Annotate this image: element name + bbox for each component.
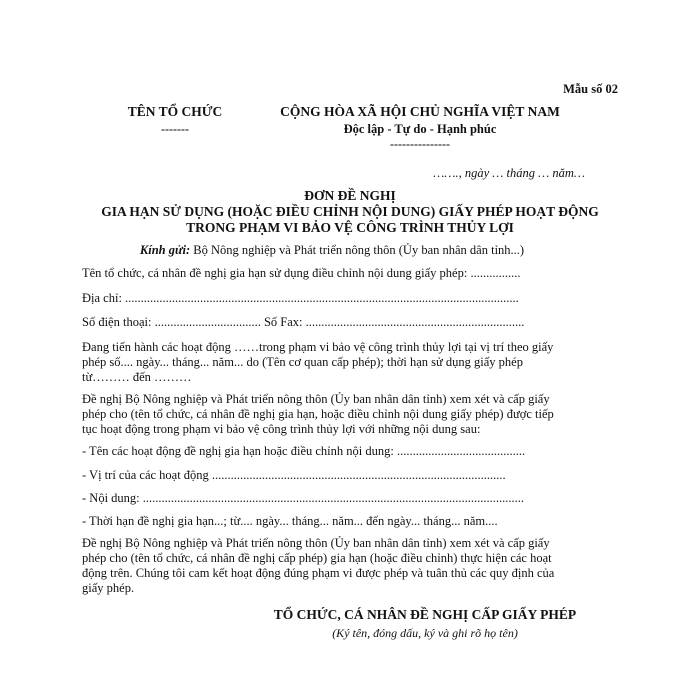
activity-location-field: - Vị trí của các hoạt động .............................................................................................. (82, 468, 506, 482)
paragraph-line: phép cho (tên tổ chức, cá nhân đề nghị cấp phép) gia hạn (hoặc điều chỉnh) thực hiện các hoạt (82, 551, 552, 565)
signature-note: (Ký tên, đóng dấu, ký và ghi rõ họ tên) (332, 626, 518, 640)
paragraph-line: Đang tiến hành các hoạt động ……trong phạm vi bảo vệ công trình thủy lợi tại vị trí theo giấy (82, 340, 554, 354)
signature-title: TỔ CHỨC, CÁ NHÂN ĐỀ NGHỊ CẤP GIẤY PHÉP (273, 607, 577, 622)
organization-divider: ------- (161, 122, 189, 136)
paragraph-line: Đề nghị Bộ Nông nghiệp và Phát triển nông thôn (Ủy ban nhân dân tỉnh) xem xét và cấp giấy (82, 536, 550, 550)
phone-fax-field: Số điện thoại: .................................. Số Fax: ...................................................................... (82, 315, 525, 329)
document-title: ĐƠN ĐỀ NGHỊ (304, 188, 396, 203)
motto-divider: --------------- (390, 137, 450, 151)
paragraph-line: từ……… đến ……… (82, 370, 192, 384)
recipient-text: Bộ Nông nghiệp và Phát triển nông thôn (Ủy ban nhân dân tỉnh...) (190, 243, 525, 257)
national-motto: Độc lập - Tự do - Hạnh phúc (343, 122, 497, 136)
paragraph-line: Đề nghị Bộ Nông nghiệp và Phát triển nông thôn (Ủy ban nhân dân tỉnh) xem xét và cấp giấy (82, 392, 550, 406)
document-subtitle-line1: GIA HẠN SỬ DỤNG (HOẶC ĐIỀU CHỈNH NỘI DUNG) GIẤY PHÉP HOẠT ĐỘNG (101, 204, 599, 219)
document-subtitle-line2: TRONG PHẠM VI BẢO VỆ CÔNG TRÌNH THỦY LỢI (186, 220, 514, 235)
recipient-label: Kính gửi: (139, 243, 191, 257)
activity-content-field: - Nội dung: .......................................................................................................................... (82, 491, 525, 505)
paragraph-line: tục hoạt động trong phạm vi bảo vệ công trình thủy lợi với những nội dung sau: (82, 422, 481, 436)
organization-name: TÊN TỔ CHỨC (127, 104, 223, 119)
paragraph-line: phép số.... ngày... tháng... năm... do (Tên cơ quan cấp phép); thời hạn sử dụng giấy phép (82, 355, 523, 369)
address-field: Địa chỉ: .............................................................................................................................. (82, 291, 519, 305)
paragraph-line: phép cho (tên tổ chức, cá nhân đề nghị gia hạn, hoặc điều chỉnh nội dung giấy phép) được tiếp (82, 407, 554, 421)
date-line: ……., ngày … tháng … năm… (433, 166, 585, 180)
form-code: Mẫu số 02 (563, 82, 618, 96)
paragraph-line: động trên. Chúng tôi cam kết hoạt động đúng phạm vi được phép và tuân thủ các quy định của (82, 566, 555, 580)
nation-name: CỘNG HÒA XÃ HỘI CHỦ NGHĨA VIỆT NAM (280, 104, 560, 119)
paragraph-line: giấy phép. (82, 581, 135, 595)
activity-name-field: - Tên các hoạt động đề nghị gia hạn hoặc điều chỉnh nội dung: ......................................... (82, 444, 526, 458)
recipient-line (82, 243, 582, 258)
organization-field: Tên tổ chức, cá nhân đề nghị gia hạn sử dụng điều chỉnh nội dung giấy phép: ................ (82, 266, 521, 280)
activity-duration-field: - Thời hạn đề nghị gia hạn...; từ.... ngày... tháng... năm... đến ngày... tháng... năm.... (82, 514, 498, 528)
